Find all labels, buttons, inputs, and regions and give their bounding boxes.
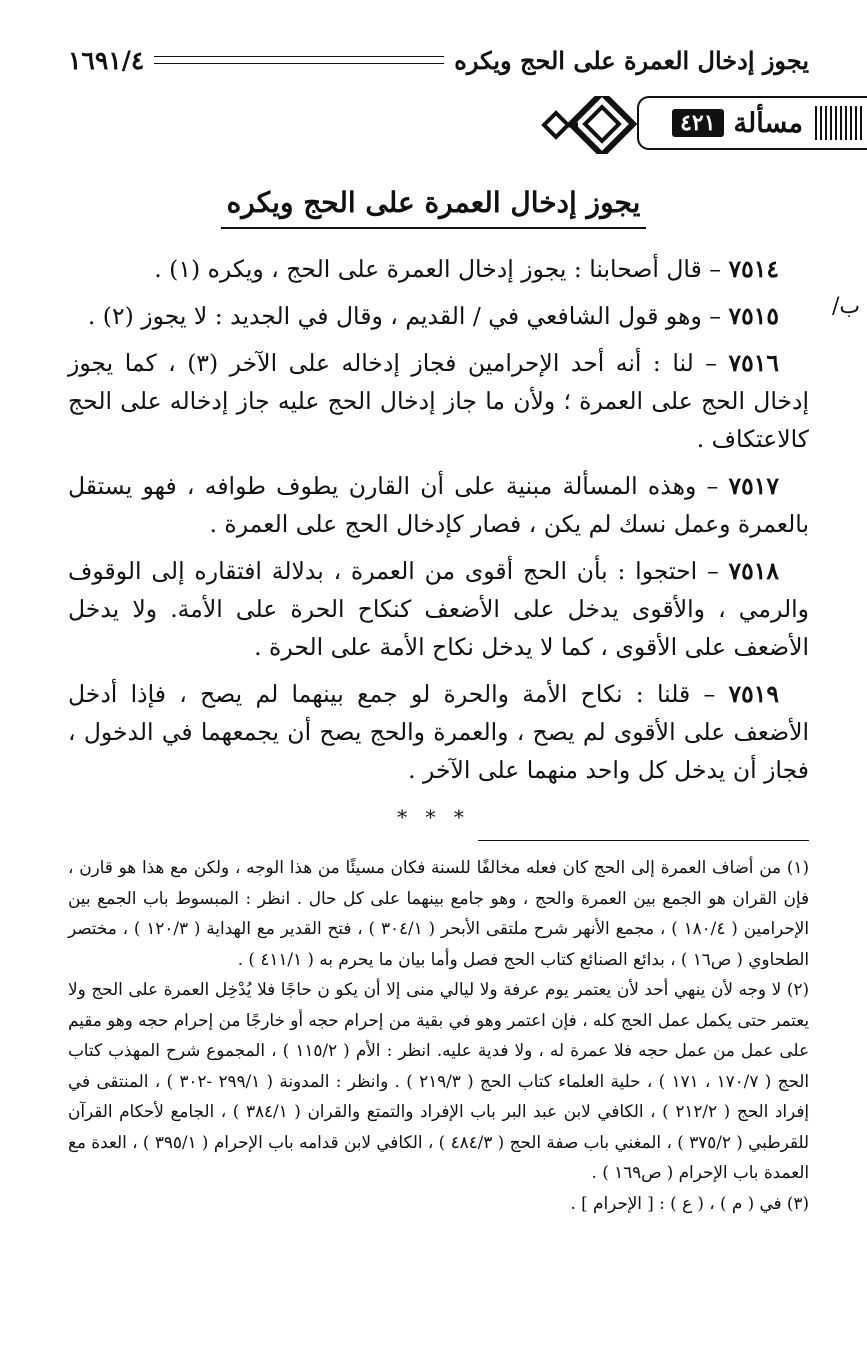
issue-box [637,96,867,150]
footnote-3: (٣) في ( م ) ، ( ع ) : [ الإحرام ] . [570,1192,809,1213]
paragraph-7514 [68,250,809,288]
paragraph-7517 [68,467,809,543]
paragraph-text: – احتجوا : بأن الحج أقوى من العمرة ، بدلالة افتقاره إلى الوقوف والرمي ، والأقوى يدخل على الأضعف كنكاح الحرة على الأمة. ولا يدخل الأضعف على الأقوى ، كما لا يدخل نكاح الأمة على الحرة . [68,557,809,661]
paragraph-number: ٧٥١٧ [728,472,779,500]
paragraph-text: – قلنا : نكاح الأمة والحرة لو جمع بينهما لم يصح ، فإذا أدخل الأضعف على الأقوى لم يصح ، والعمرة والحج يصح أن يجمعهما في الدخول ، فجاز أن يدخل كل واحد منهما على الآخر . [68,680,809,784]
section-heading-text: يجوز إدخال العمرة على الحج ويكره [221,186,647,229]
page-number: ١٦٩١/٤ [68,45,145,75]
paragraph-number: ٧٥١٦ [728,349,779,377]
section-heading [0,186,867,229]
issue-number: ٤٢١ [672,109,723,137]
footnote-rule [478,840,809,841]
hatch-pattern [815,106,863,140]
paragraph-text: – لنا : أنه أحد الإحرامين فجاز إدخاله على الآخر (٣) ، كما يجوز إدخال الحج على العمرة ؛ ولأن ما جاز إدخال الحج عليه جاز إدخاله على الحج كالاعتكاف . [68,349,809,453]
paragraph-number: ٧٥١٤ [728,255,779,283]
running-head [68,40,809,80]
main-text [68,250,809,798]
paragraph-7518 [68,552,809,666]
paragraph-7515 [68,297,809,335]
paragraph-text: – وهذه المسألة مبنية على أن القارن يطوف طوافه ، فهو يستقل بالعمرة وعمل نسك لم يكن ، فصار كإدخال الحج على العمرة . [68,472,809,538]
paragraph-number: ٧٥١٨ [728,557,779,585]
running-head-rule [154,56,444,64]
footnotes [68,852,809,1218]
issue-banner [540,96,867,154]
paragraph-number: ٧٥١٥ [728,302,779,330]
footnote-2: (٢) لا وجه لأن ينهي أحد لأن يعتمر يوم عرفة ولا ليالي منى إلا أن يكو ن حاجًا فلا يُدْخِل العمرة على الحج ولا يعتمر حتى يكمل عمل الحج كله ، فإن اعتمر وهو في بقية من إحرام حجه أو خارجًا من إحرام حجه وهو مقيم على عمل من عمل حجه فلا عمرة له ، ولا فدية عليه. انظر : الأم ( ١١٥/٢ ) ، المجموع شرح المهذب كتاب الحج ( ١٧٠/٧ ، ١٧١ ) ، حلية العلماء كتاب الحج ( ٢١٩/٣ ) . وانظر : المدونة ( ٢٩٩/١ -٣٠٢ ) ، المنتقى في إفراد الحج ( ٢١٢/٢ ) ، الكافي لابن عبد البر باب الإفراد والتمتع والقران ( ٣٨٤/١ ) ، الجامع لأحكام القرآن للقرطبي ( ٣٧٥/٢ ) ، المغني باب صفة الحج ( ٤٨٤/٣ ) ، الكافي لابن قدامه باب الإحرام ( ٣٩٥/١ ) ، العدة مع العمدة باب الإحرام ( ص١٦٩ ) . [68,979,810,1182]
section-separator: * * * [397,805,470,829]
issue-label: مسألة [733,107,803,139]
paragraph-text: – وهو قول الشافعي في / القديم ، وقال في الجديد : لا يجوز (٢) . [87,302,729,330]
paragraph-number: ٧٥١٩ [728,680,779,708]
paragraph-7519 [68,675,809,789]
paragraph-text: – قال أصحابنا : يجوز إدخال العمرة على الحج ، ويكره (١) . [154,255,729,283]
footnote-1: (١) من أضاف العمرة إلى الحج كان فعله مخالفًا للسنة فكان مسيئًا من هذا الوجه ، ولكن مع هذا هو قارن ، فإن القران هو الجمع بين العمرة والحج ، وهو جامع بينهما على كل حال . انظر : المبسوط باب الجمع بين الإحرامين ( ١٨٠/٤ ) ، مجمع الأنهر شرح ملتقى الأبحر ( ٣٠٤/١ ) ، فتح القدير مع الهداية ( ١٢٠/٣ ) ، مختصر الطحاوي ( ص١٦ ) ، بدائع الصنائع كتاب الحج فصل وأما بيان ما يحرم به ( ٤١١/١ ) . [68,857,809,969]
paragraph-7516 [68,344,809,458]
running-head-title: يجوز إدخال العمرة على الحج ويكره [454,45,809,75]
margin-note: /ب [832,294,861,319]
ornament-icon [540,96,640,154]
